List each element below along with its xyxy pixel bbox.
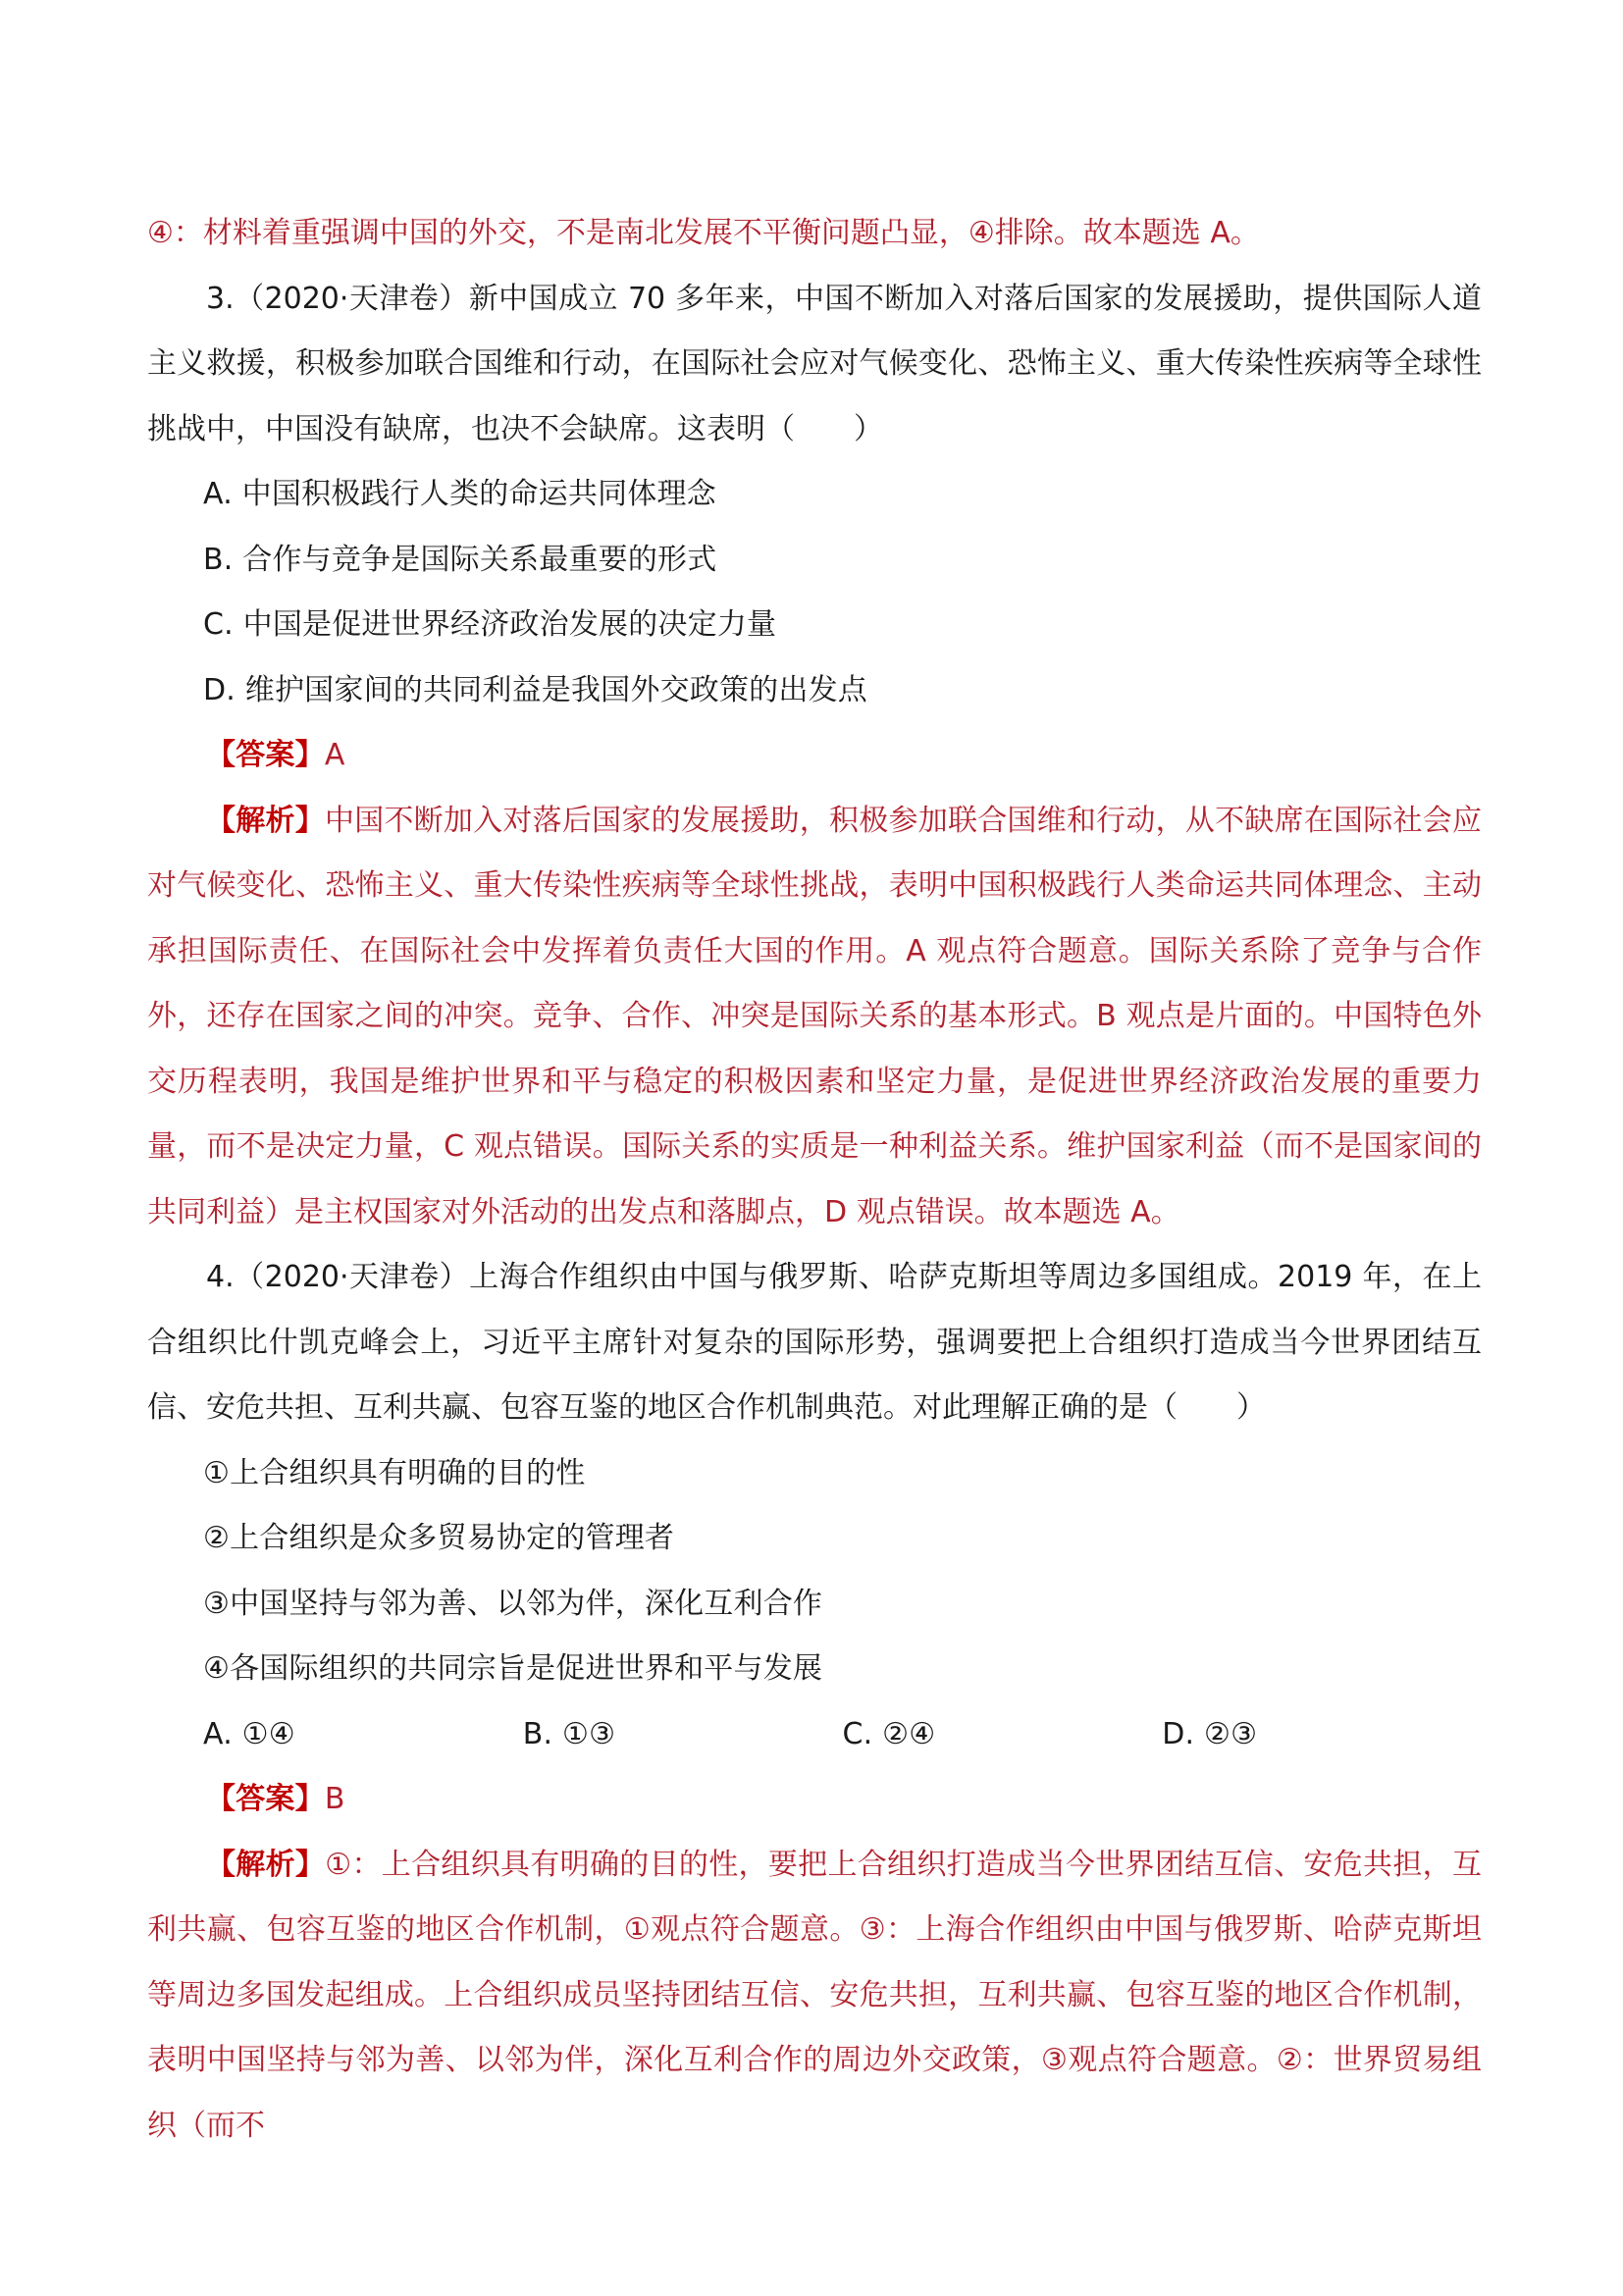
q4-statement-2: ②上合组织是众多贸易协定的管理者 (203, 1521, 675, 1555)
analysis-text: ①：上合组织具有明确的目的性，要把上合组织打造成当今世界团结互信、安危共担，互利共赢、包容互鉴的地区合作机制，①观点符合题意。③：上海合作组织由中国与俄罗斯、哈萨克斯坦等周边多国发起组成。上合组织成员坚持团结互信、安危共担，互利共赢、包容互鉴的地区合作机制，表明中国坚持与邻为善、以邻为伴，深化互利合作的周边外交政策，③观点符合题意。②：世界贸易组织（而不 (147, 1847, 1482, 2143)
q4-statement-1: ①上合组织具有明确的目的性 (203, 1455, 586, 1490)
q3-option-a: A. 中国积极践行人类的命运共同体理念 (203, 477, 716, 511)
q3-option-b: B. 合作与竞争是国际关系最重要的形式 (203, 542, 717, 577)
q4-analysis (147, 1833, 1482, 2160)
q3-answer (147, 723, 1482, 789)
answer-label: 【答案】 (206, 1782, 325, 1816)
q3-analysis (147, 789, 1482, 1246)
q3-option-c: C. 中国是促进世界经济政治发展的决定力量 (203, 607, 777, 642)
q4-choice-b: B. ①③ (522, 1716, 616, 1751)
analysis-label: 【解析】 (206, 803, 325, 838)
answer-value: A (324, 738, 345, 772)
q4-statement-3: ③中国坚持与邻为善、以邻为伴，深化互利合作 (203, 1586, 823, 1621)
document-page (147, 201, 1482, 2159)
answer-value: B (324, 1782, 345, 1816)
q4-answer (147, 1767, 1482, 1833)
q4-choice-a: A. ①④ (203, 1716, 295, 1751)
analysis-label: 【解析】 (206, 1847, 326, 1882)
q3-stem: 3.（2020·天津卷）新中国成立 70 多年来，中国不断加入对落后国家的发展援助，提供国际人道主义救援，积极参加联合国维和行动，在国际社会应对气候变化、恐怖主义、重大传染性疾病等全球性挑战中，中国没有缺席，也决不会缺席。这表明（ ） (147, 281, 1482, 446)
answer-label: 【答案】 (206, 738, 325, 772)
q4-choice-d: D. ②③ (1162, 1716, 1258, 1751)
q4-choice-c: C. ②④ (842, 1716, 936, 1751)
q2-analysis-tail: ④：材料着重强调中国的外交，不是南北发展不平衡问题凸显，④排除。故本题选 A。 (147, 216, 1260, 250)
analysis-text: 中国不断加入对落后国家的发展援助，积极参加联合国维和行动，从不缺席在国际社会应对气候变化、恐怖主义、重大传染性疾病等全球性挑战，表明中国积极践行人类命运共同体理念、主动承担国际责任、在国际社会中发挥着负责任大国的作用。A 观点符合题意。国际关系除了竞争与合作外，还存在国家之间的冲突。竞争、合作、冲突是国际关系的基本形式。B 观点是片面的。中国特色外交历程表明，我国是维护世界和平与稳定的积极因素和坚定力量，是促进世界经济政治发展的重要力量，而不是决定力量，C 观点错误。国际关系的实质是一种利益关系。维护国家利益（而不是国家间的共同利益）是主权国家对外活动的出发点和落脚点，D 观点错误。故本题选 A。 (147, 803, 1482, 1229)
q3-option-d: D. 维护国家间的共同利益是我国外交政策的出发点 (203, 672, 867, 707)
q4-choices (147, 1702, 1482, 1768)
q4-statement-4: ④各国际组织的共同宗旨是促进世界和平与发展 (203, 1651, 823, 1686)
q4-stem: 4.（2020·天津卷）上海合作组织由中国与俄罗斯、哈萨克斯坦等周边多国组成。2019 年，在上合组织比什凯克峰会上，习近平主席针对复杂的国际形势，强调要把上合组织打造成当今世界团结互信、安危共担、互利共赢、包容互鉴的地区合作机制典范。对此理解正确的是（ ） (147, 1260, 1482, 1425)
